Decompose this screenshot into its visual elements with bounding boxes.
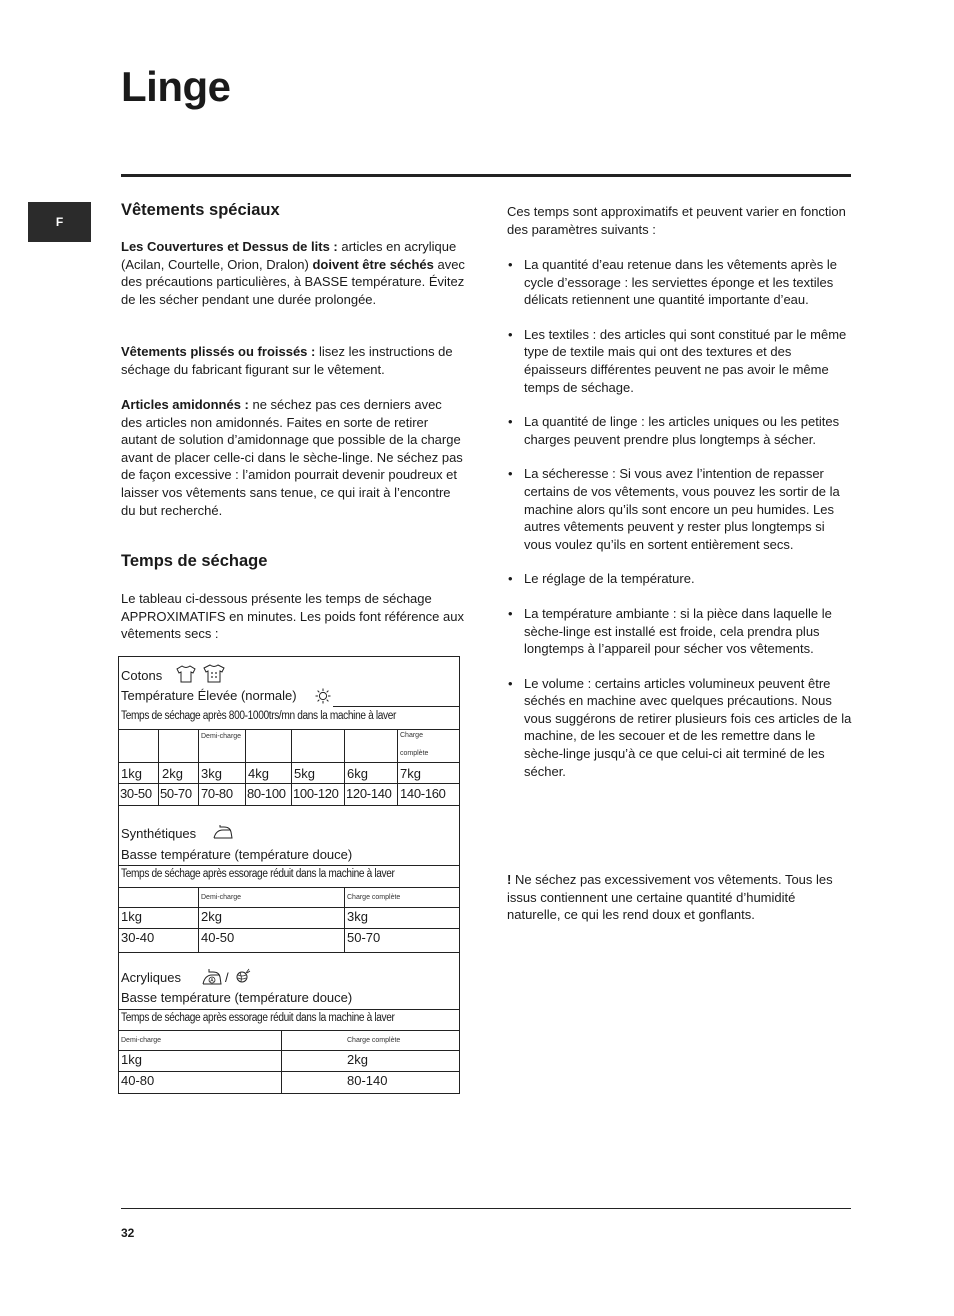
acrylic-weight: 2kg xyxy=(347,1052,368,1067)
divider xyxy=(291,729,292,805)
pleated-label: Vêtements plissés ou froissés : xyxy=(121,344,316,359)
factors-list xyxy=(507,256,852,780)
divider xyxy=(344,729,345,805)
divider xyxy=(245,729,246,805)
cotton-weight: 5kg xyxy=(294,766,315,781)
warning-text: Ne séchez pas excessivement vos vêtements. Tous les issus contiennent une certaine quantité d’humidité naturelle, ce qui les rend doux et gonflants. xyxy=(507,872,833,923)
wool-icon xyxy=(233,968,251,986)
acrylic-temperature: Basse température (température douce) xyxy=(121,990,353,1005)
divider xyxy=(344,887,345,952)
cotton-time: 70-80 xyxy=(201,786,233,801)
divider xyxy=(119,907,459,908)
synthetic-weight: 3kg xyxy=(347,909,368,924)
divider xyxy=(119,1030,459,1031)
divider xyxy=(119,928,459,929)
divider xyxy=(198,887,199,952)
sun-icon xyxy=(315,688,331,704)
divider xyxy=(119,1071,459,1072)
title-divider xyxy=(121,174,851,177)
cotton-time: 140-160 xyxy=(400,786,446,801)
cotton-full-load-1: Charge xyxy=(400,732,423,739)
synthetic-weight: 1kg xyxy=(121,909,142,924)
acrylic-full-load: Charge complète xyxy=(347,1037,401,1044)
cotton-weight: 4kg xyxy=(248,766,269,781)
cotton-weight: 1kg xyxy=(121,766,142,781)
divider xyxy=(119,762,459,763)
cotton-time: 120-140 xyxy=(346,786,392,801)
special-garments-heading: Vêtements spéciaux xyxy=(121,201,280,219)
list-item: • La sécheresse : Si vous avez l’intention de repasser certains de vos vêtements, vous pouvez les sortir de la machine alors qu’ils sont encore un peu humides. Les autres vêtements peuvent y rester plus longtemps si vous voulez qu’ils en sortent entièrement secs. xyxy=(507,465,852,553)
synthetic-note: Temps de séchage après essorage réduit dans la machine à laver xyxy=(121,868,395,880)
cotton-time: 30-50 xyxy=(120,786,152,801)
cotton-temp-underline xyxy=(333,706,459,707)
divider xyxy=(397,729,398,805)
pleated-text: lisez les instructions de séchage du fabricant figurant sur le vêtement. xyxy=(121,344,453,377)
synthetic-label: Synthétiques xyxy=(121,826,197,841)
tshirt-dots-icon xyxy=(203,664,225,683)
acrylic-slash: / xyxy=(225,970,229,985)
synthetic-temperature: Basse température (température douce) xyxy=(121,847,353,862)
list-item: • La quantité d’eau retenue dans les vêtements après le cycle d’essorage : les serviettes éponge et les textiles délicats retiennent une quantité importante d’eau. xyxy=(507,256,852,309)
acrylic-label: Acryliques xyxy=(121,970,181,985)
list-item: • La quantité de linge : les articles uniques ou les petites charges peuvent prendre plus longtemps à sécher. xyxy=(507,413,852,448)
cotton-time: 80-100 xyxy=(247,786,286,801)
iron-a-icon xyxy=(202,968,222,986)
blankets-paragraph xyxy=(121,238,466,308)
divider xyxy=(158,729,159,805)
synthetic-time: 50-70 xyxy=(347,930,381,945)
divider xyxy=(119,1009,459,1010)
synthetic-time: 40-50 xyxy=(201,930,235,945)
cotton-label: Cotons xyxy=(121,668,163,683)
cotton-temperature: Température Élevée (normale) xyxy=(121,688,297,703)
blankets-label: Les Couvertures et Dessus de lits : xyxy=(121,239,338,254)
svg-text:A: A xyxy=(210,978,214,984)
acrylic-half-load: Demi-charge xyxy=(121,1037,162,1044)
divider xyxy=(119,952,459,953)
tshirt-icon xyxy=(176,665,196,683)
cotton-time: 50-70 xyxy=(160,786,192,801)
acrylic-time: 40-80 xyxy=(121,1073,155,1088)
page-title: Linge xyxy=(121,63,231,110)
blankets-text: articles en acrylique (Acilan, Courtelle, Orion, Dralon) xyxy=(121,239,457,272)
warning-paragraph xyxy=(507,871,852,924)
divider xyxy=(281,1030,282,1093)
drying-time-heading: Temps de séchage xyxy=(121,552,268,570)
cotton-weight: 3kg xyxy=(201,766,222,781)
list-item: • Le volume : certains articles volumineux peuvent être séchés en machine avec quelques précautions. Nous vous suggérons de retirer plusieurs fois ces articles de la machine, de les secouer et de les remettre dans le sèche-linge jusqu’à ce que celui-ci ait terminé de les sécher. xyxy=(507,675,852,781)
list-item: • Les textiles : des articles qui sont constitué par le même type de textile mais qui ont des textures et des épaisseurs différentes peuvent ne pas avoir le même temps de séchage. xyxy=(507,326,852,396)
synthetic-weight: 2kg xyxy=(201,909,222,924)
blankets-emphasis: doivent être séchés xyxy=(312,256,434,272)
cotton-half-load: Demi-charge xyxy=(201,733,242,740)
divider xyxy=(119,783,459,784)
divider xyxy=(119,865,459,866)
cotton-time: 100-120 xyxy=(293,786,339,801)
divider xyxy=(119,729,459,730)
starched-text: ne séchez pas ces derniers avec des articles non amidonnés. Faites en sorte de retirer autant de solution d’amidonnage que possible de la charge avant de placer celle-ci dans le sèche-linge. Ne séchez pas de façon excessive : l’amidon pourrait devenir poudreux et laisser vos vêtements sans tenue, ce qui irait à l’encontre du but recherché. xyxy=(121,397,463,518)
divider xyxy=(119,887,459,888)
cotton-weight: 7kg xyxy=(400,766,421,781)
acrylic-time: 80-140 xyxy=(347,1073,388,1088)
language-tab: F xyxy=(28,202,91,242)
synthetic-time: 30-40 xyxy=(121,930,155,945)
cotton-weight: 6kg xyxy=(347,766,368,781)
acrylic-note: Temps de séchage après essorage réduit dans la machine à laver xyxy=(121,1012,395,1024)
synthetic-half-load: Demi-charge xyxy=(201,894,242,901)
cotton-note: Temps de séchage après 800-1000trs/mn dans la machine à laver xyxy=(121,710,396,722)
cotton-full-load-2: complète xyxy=(400,750,429,757)
starched-paragraph xyxy=(121,396,466,519)
cotton-weight: 2kg xyxy=(162,766,183,781)
list-item: • Le réglage de la température. xyxy=(507,570,852,588)
footer-divider xyxy=(121,1208,851,1209)
drying-intro: Le tableau ci-dessous présente les temps de séchage APPROXIMATIFS en minutes. Les poids font référence aux vêtements secs : xyxy=(121,591,464,642)
pleated-paragraph xyxy=(121,343,466,378)
factors-intro: Ces temps sont approximatifs et peuvent varier en fonction des paramètres suivants : xyxy=(507,204,846,237)
divider xyxy=(119,1050,459,1051)
warning-mark: ! xyxy=(507,872,512,887)
divider xyxy=(119,805,459,806)
page-number: 32 xyxy=(121,1226,135,1240)
iron-icon xyxy=(213,824,233,840)
drying-time-table xyxy=(118,656,460,1094)
starched-label: Articles amidonnés : xyxy=(121,397,249,412)
synthetic-full-load: Charge complète xyxy=(347,894,401,901)
blankets-text-2: avec des précautions particulières, à BASSE température. Évitez de les sécher pendant une durée prolongée. xyxy=(121,256,465,307)
list-item: • La température ambiante : si la pièce dans laquelle le sèche-linge est installé est froide, cela prendra plus longtemps à l’appareil pour sécher vos vêtements. xyxy=(507,605,852,658)
divider xyxy=(198,729,199,805)
acrylic-weight: 1kg xyxy=(121,1052,142,1067)
